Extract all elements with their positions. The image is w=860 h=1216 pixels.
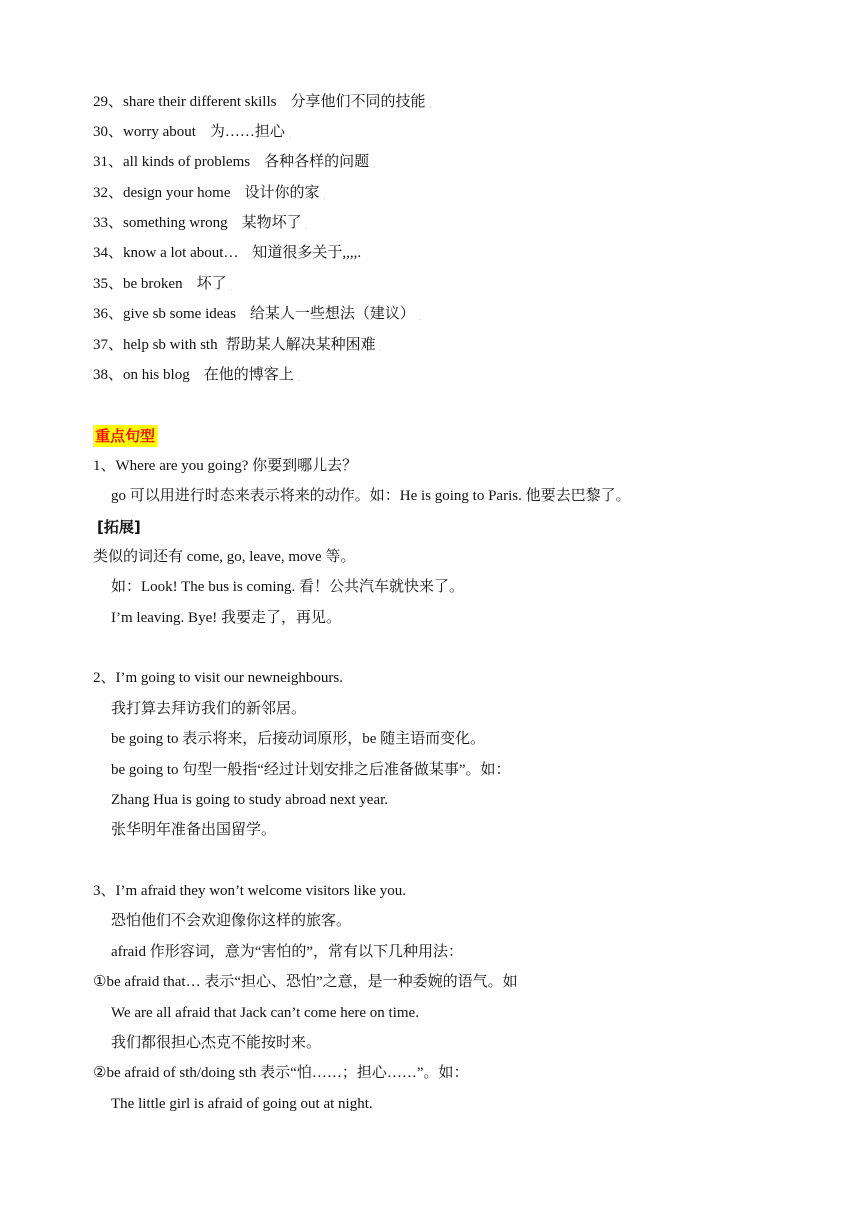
item-chinese: 知道很多关于,,,,. [252,245,362,261]
sentence-3-title: 3、I’m afraid they won’t welcome visitors like you. [93,883,406,899]
expand-text: 类似的词还有 come, go, leave, move 等。 [93,549,356,565]
usage-1-example-en: We are all afraid that Jack can’t come here on time. [111,1005,419,1021]
vocab-item-32: 32、design your home 设计你的家 . [93,185,326,201]
expand-label: [拓展] [97,518,141,536]
item-chinese: 分享他们不同的技能 [290,94,426,110]
vocab-item-36: 36、give sb some ideas 给某人一些想法（建议） . [93,306,421,322]
item-english: design your home [123,185,231,201]
sentence-2-note-2: be going to 句型一般指“经过计划安排之后准备做某事”。如： [111,762,511,778]
item-chinese: 坏了 [196,276,227,292]
sentence-1-title: 1、Where are you going? 你要到哪儿去？ [93,458,358,474]
sentence-3-translation: 恐怕他们不会欢迎像你这样的旅客。 [111,913,352,929]
item-english: all kinds of problems [123,154,251,170]
vocab-item-30: 30、worry about 为……担心 . [93,124,291,140]
item-chinese: 帮助某人解决某种困难 [225,337,376,353]
item-english: share their different skills [123,94,277,110]
item-english: give sb some ideas [123,306,236,322]
item-number: 36、 [93,306,124,322]
item-number: 37、 [93,337,124,353]
vocab-item-29: 29、share their different skills 分享他们不同的技能 . [93,94,432,110]
item-number: 29、 [93,94,124,110]
item-number: 31、 [93,154,124,170]
item-number: 38、 [93,367,124,383]
usage-1-example-zh: 我们都很担心杰克不能按时来。 [111,1035,322,1051]
vocab-item-38: 38、on his blog 在他的博客上 . [93,367,300,383]
sentence-2-title: 2、I’m going to visit our newneighbours. [93,670,343,686]
sentence-2-translation: 我打算去拜访我们的新邻居。 [111,701,307,717]
vocab-item-34 [93,243,361,263]
vocab-item-33: 33、something wrong 某物坏了 . [93,215,308,231]
item-number: 33、 [93,215,124,231]
item-english: worry about [123,124,196,140]
sentence-2-note-1: be going to 表示将来，后接动词原形，be 随主语而变化。 [111,731,486,747]
sentence-1-note: go 可以用进行时态来表示将来的动作。如：He is going to Paris. 他要去巴黎了。 [111,488,631,504]
section-heading: 重点句型 [95,427,156,445]
item-english: help sb with sth [123,337,218,353]
item-chinese: 给某人一些想法（建议） [249,306,415,322]
vocab-item-35: 35、be broken 坏了 . [93,276,233,292]
item-number: 34、 [93,245,124,261]
sentence-2-example-zh: 张华明年准备出国留学。 [111,822,277,838]
vocab-item-37: 37、help sb with sth 帮助某人解决某种困难 . [93,337,382,353]
item-number: 30、 [93,124,124,140]
sentence-1-example-2: I’m leaving. Bye! 我要走了，再见。 [111,610,341,626]
item-chinese: 各种各样的问题 [264,154,370,170]
item-english: know a lot about… [123,245,239,261]
sentence-2-example-en: Zhang Hua is going to study abroad next year. [111,792,389,808]
item-number: 35、 [93,276,124,292]
usage-2-example-en: The little girl is afraid of going out at night. [111,1096,373,1112]
item-chinese: 某物坏了 [241,215,302,231]
vocab-item-31: 31、all kinds of problems 各种各样的问题 . [93,154,376,170]
item-chinese: 设计你的家 [244,185,320,201]
usage-2: ②be afraid of sth/doing sth 表示“怕……；担心……”。如： [93,1065,469,1081]
sentence-3-note: afraid 作形容词，意为“害怕的”，常有以下几种用法： [111,944,464,960]
item-english: be broken [123,276,183,292]
item-english: something wrong [123,215,228,231]
usage-1: ①be afraid that… 表示“担心、恐怕”之意，是一种委婉的语气。如 [93,974,518,990]
sentence-1-example-1: 如：Look! The bus is coming. 看！公共汽车就快来了。 [111,579,465,595]
item-chinese: 为……担心 [209,124,285,140]
item-number: 32、 [93,185,124,201]
item-chinese: 在他的博客上 [203,367,294,383]
item-english: on his blog [123,367,190,383]
